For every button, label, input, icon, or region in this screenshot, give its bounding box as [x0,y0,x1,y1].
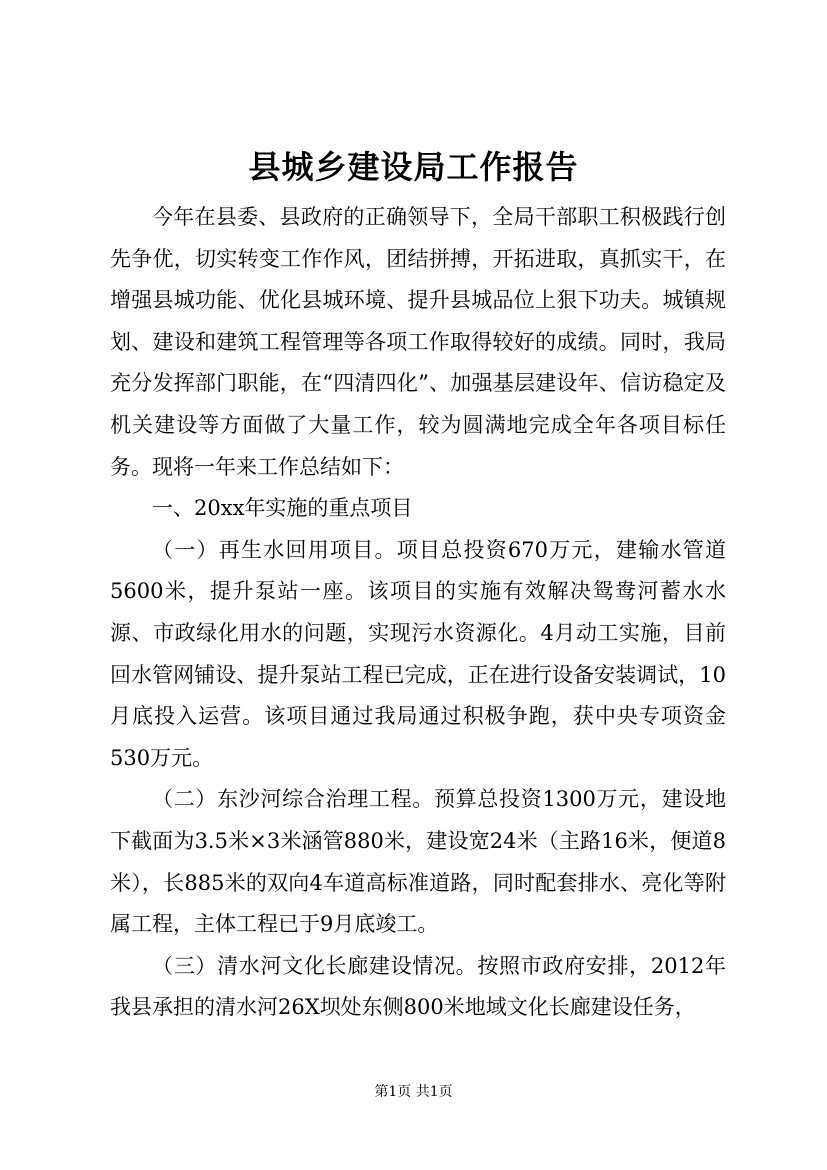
paragraph-intro: 今年在县委、县政府的正确领导下，全局干部职工积极践行创先争优，切实转变工作作风，团结拼搏，开拓进取，真抓实干，在增强县城功能、优化县城环境、提升县城品位上狠下功夫。城镇规划、建设和建筑工程管理等各项工作取得较好的成绩。同时，我局充分发挥部门职能，在“四清四化”、加强基层建设年、信访稳定及机关建设等方面做了大量工作，较为圆满地完成全年各项目标任务。现将一年来工作总结如下： [110,205,726,479]
paragraph-qingshui-river-corridor: （三）清水河文化长廊建设情况。按照市政府安排，2012年我县承担的清水河26X坝处东侧800米地域文化长廊建设任务， [110,953,726,1020]
document-title: 县城乡建设局工作报告 [248,148,579,186]
paragraph-reclaimed-water-project: （一）再生水回用项目。项目总投资670万元，建输水管道5600米，提升泵站一座。该项目的实施有效解决鸳鸯河蓄水水源、市政绿化用水的问题，实现污水资源化。4月动工实施，目前回水管网铺设、提升泵站工程已完成，正在进行设备安装调试，10月底投入运营。该项目通过我局通过积极争跑，获中央专项资金530万元。 [110,537,726,770]
document-body [110,197,726,1029]
paragraph-dongsha-river-project: （二）东沙河综合治理工程。预算总投资1300万元，建设地下截面为3.5米×3米涵管880米，建设宽24米（主路16米，便道8米），长885米的双向4车道高标准道路，同时配套排水、亮化等附属工程，主体工程已于9月底竣工。 [110,787,726,937]
page-number-footer: 第1页 共1页 [374,1084,453,1100]
section-heading-key-projects: 一、20xx年实施的重点项目 [152,496,413,521]
